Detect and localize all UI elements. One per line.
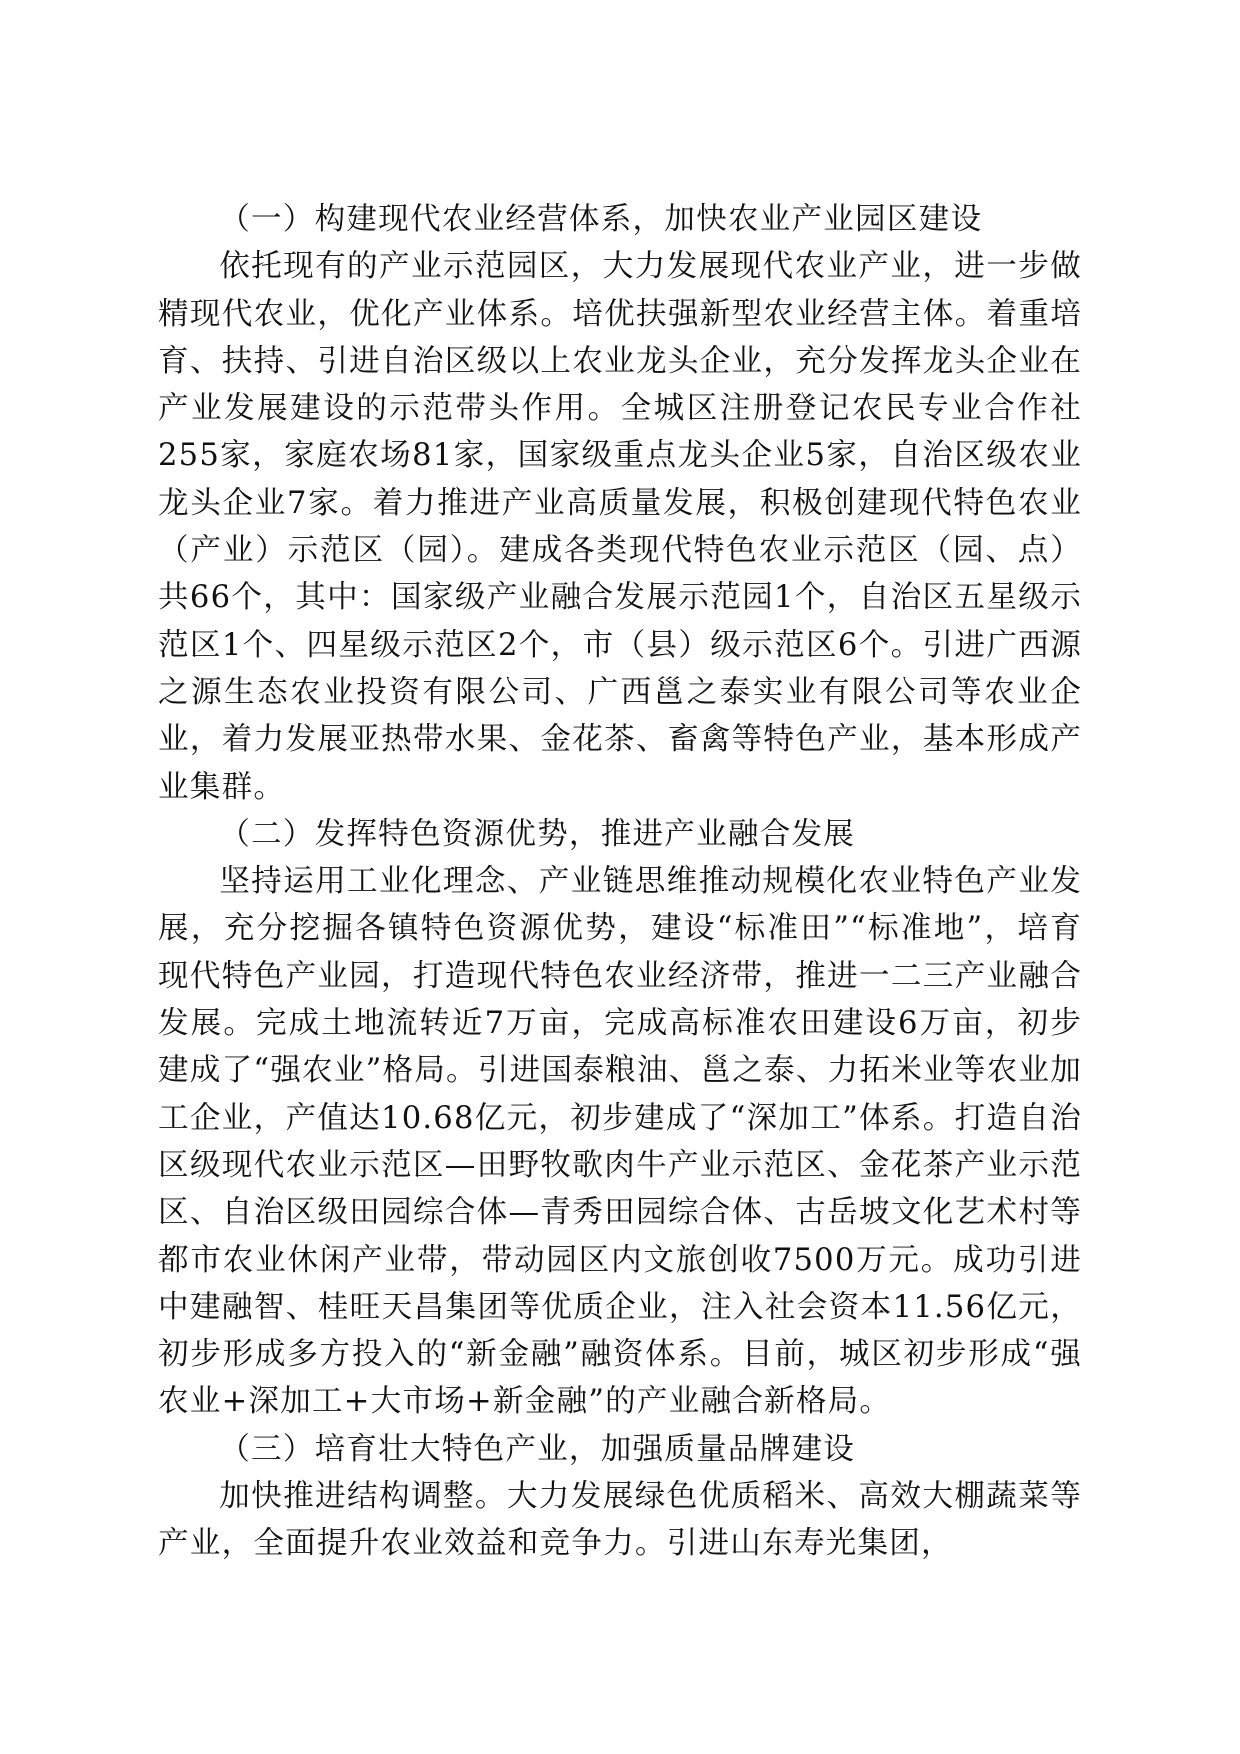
body-paragraph-1: 依托现有的产业示范园区，大力发展现代农业产业，进一步做精现代农业，优化产业体系。培优扶强新型农业经营主体。着重培育、扶持、引进自治区级以上农业龙头企业，充分发挥龙头企业在产业发展建设的示范带头作用。全城区注册登记农民专业合作社255家，家庭农场81家，国家级重点龙头企业5家，自治区级农业龙头企业7家。着力推进产业高质量发展，积极创建现代特色农业（产业）示范区（园）。建成各类现代特色农业示范区（园、点）共66个，其中：国家级产业融合发展示范园1个，自治区五星级示范区1个、四星级示范区2个，市（县）级示范区6个。引进广西源之源生态农业投资有限公司、广西邕之泰实业有限公司等农业企业，着力发展亚热带水果、金花茶、畜禽等特色产业，基本形成产业集群。 [158,249,1082,805]
document-body [158,196,1082,1568]
section-heading-2: （二）发挥特色资源优势，推进产业融合发展 [219,816,856,852]
section-heading-3: （三）培育壮大特色产业，加强质量品牌建设 [219,1431,856,1467]
body-paragraph-3: 加快推进结构调整。大力发展绿色优质稻米、高效大棚蔬菜等产业，全面提升农业效益和竞争力。引进山东寿光集团， [158,1479,1082,1562]
section-heading-1: （一）构建现代农业经营体系，加快农业产业园区建设 [219,202,983,237]
body-paragraph-2: 坚持运用工业化理念、产业链思维推动规模化农业特色产业发展，充分挖掘各镇特色资源优势，建设“标准田”“标准地”，培育现代特色产业园，打造现代特色农业经济带，推进一二三产业融合发展。完成土地流转近7万亩，完成高标准农田建设6万亩，初步建成了“强农业”格局。引进国泰粮油、邕之泰、力拓米业等农业加工企业，产值达10.68亿元，初步建成了“深加工”体系。打造自治区级现代农业示范区—田野牧歌肉牛产业示范区、金花茶产业示范区、自治区级田园综合体—青秀田园综合体、古岳坡文化艺术村等都市农业休闲产业带，带动园区内文旅创收7500万元。成功引进中建融智、桂旺天昌集团等优质企业，注入社会资本11.56亿元，初步形成多方投入的“新金融”融资体系。目前，城区初步形成“强农业+深加工+大市场+新金融”的产业融合新格局。 [158,864,1082,1420]
